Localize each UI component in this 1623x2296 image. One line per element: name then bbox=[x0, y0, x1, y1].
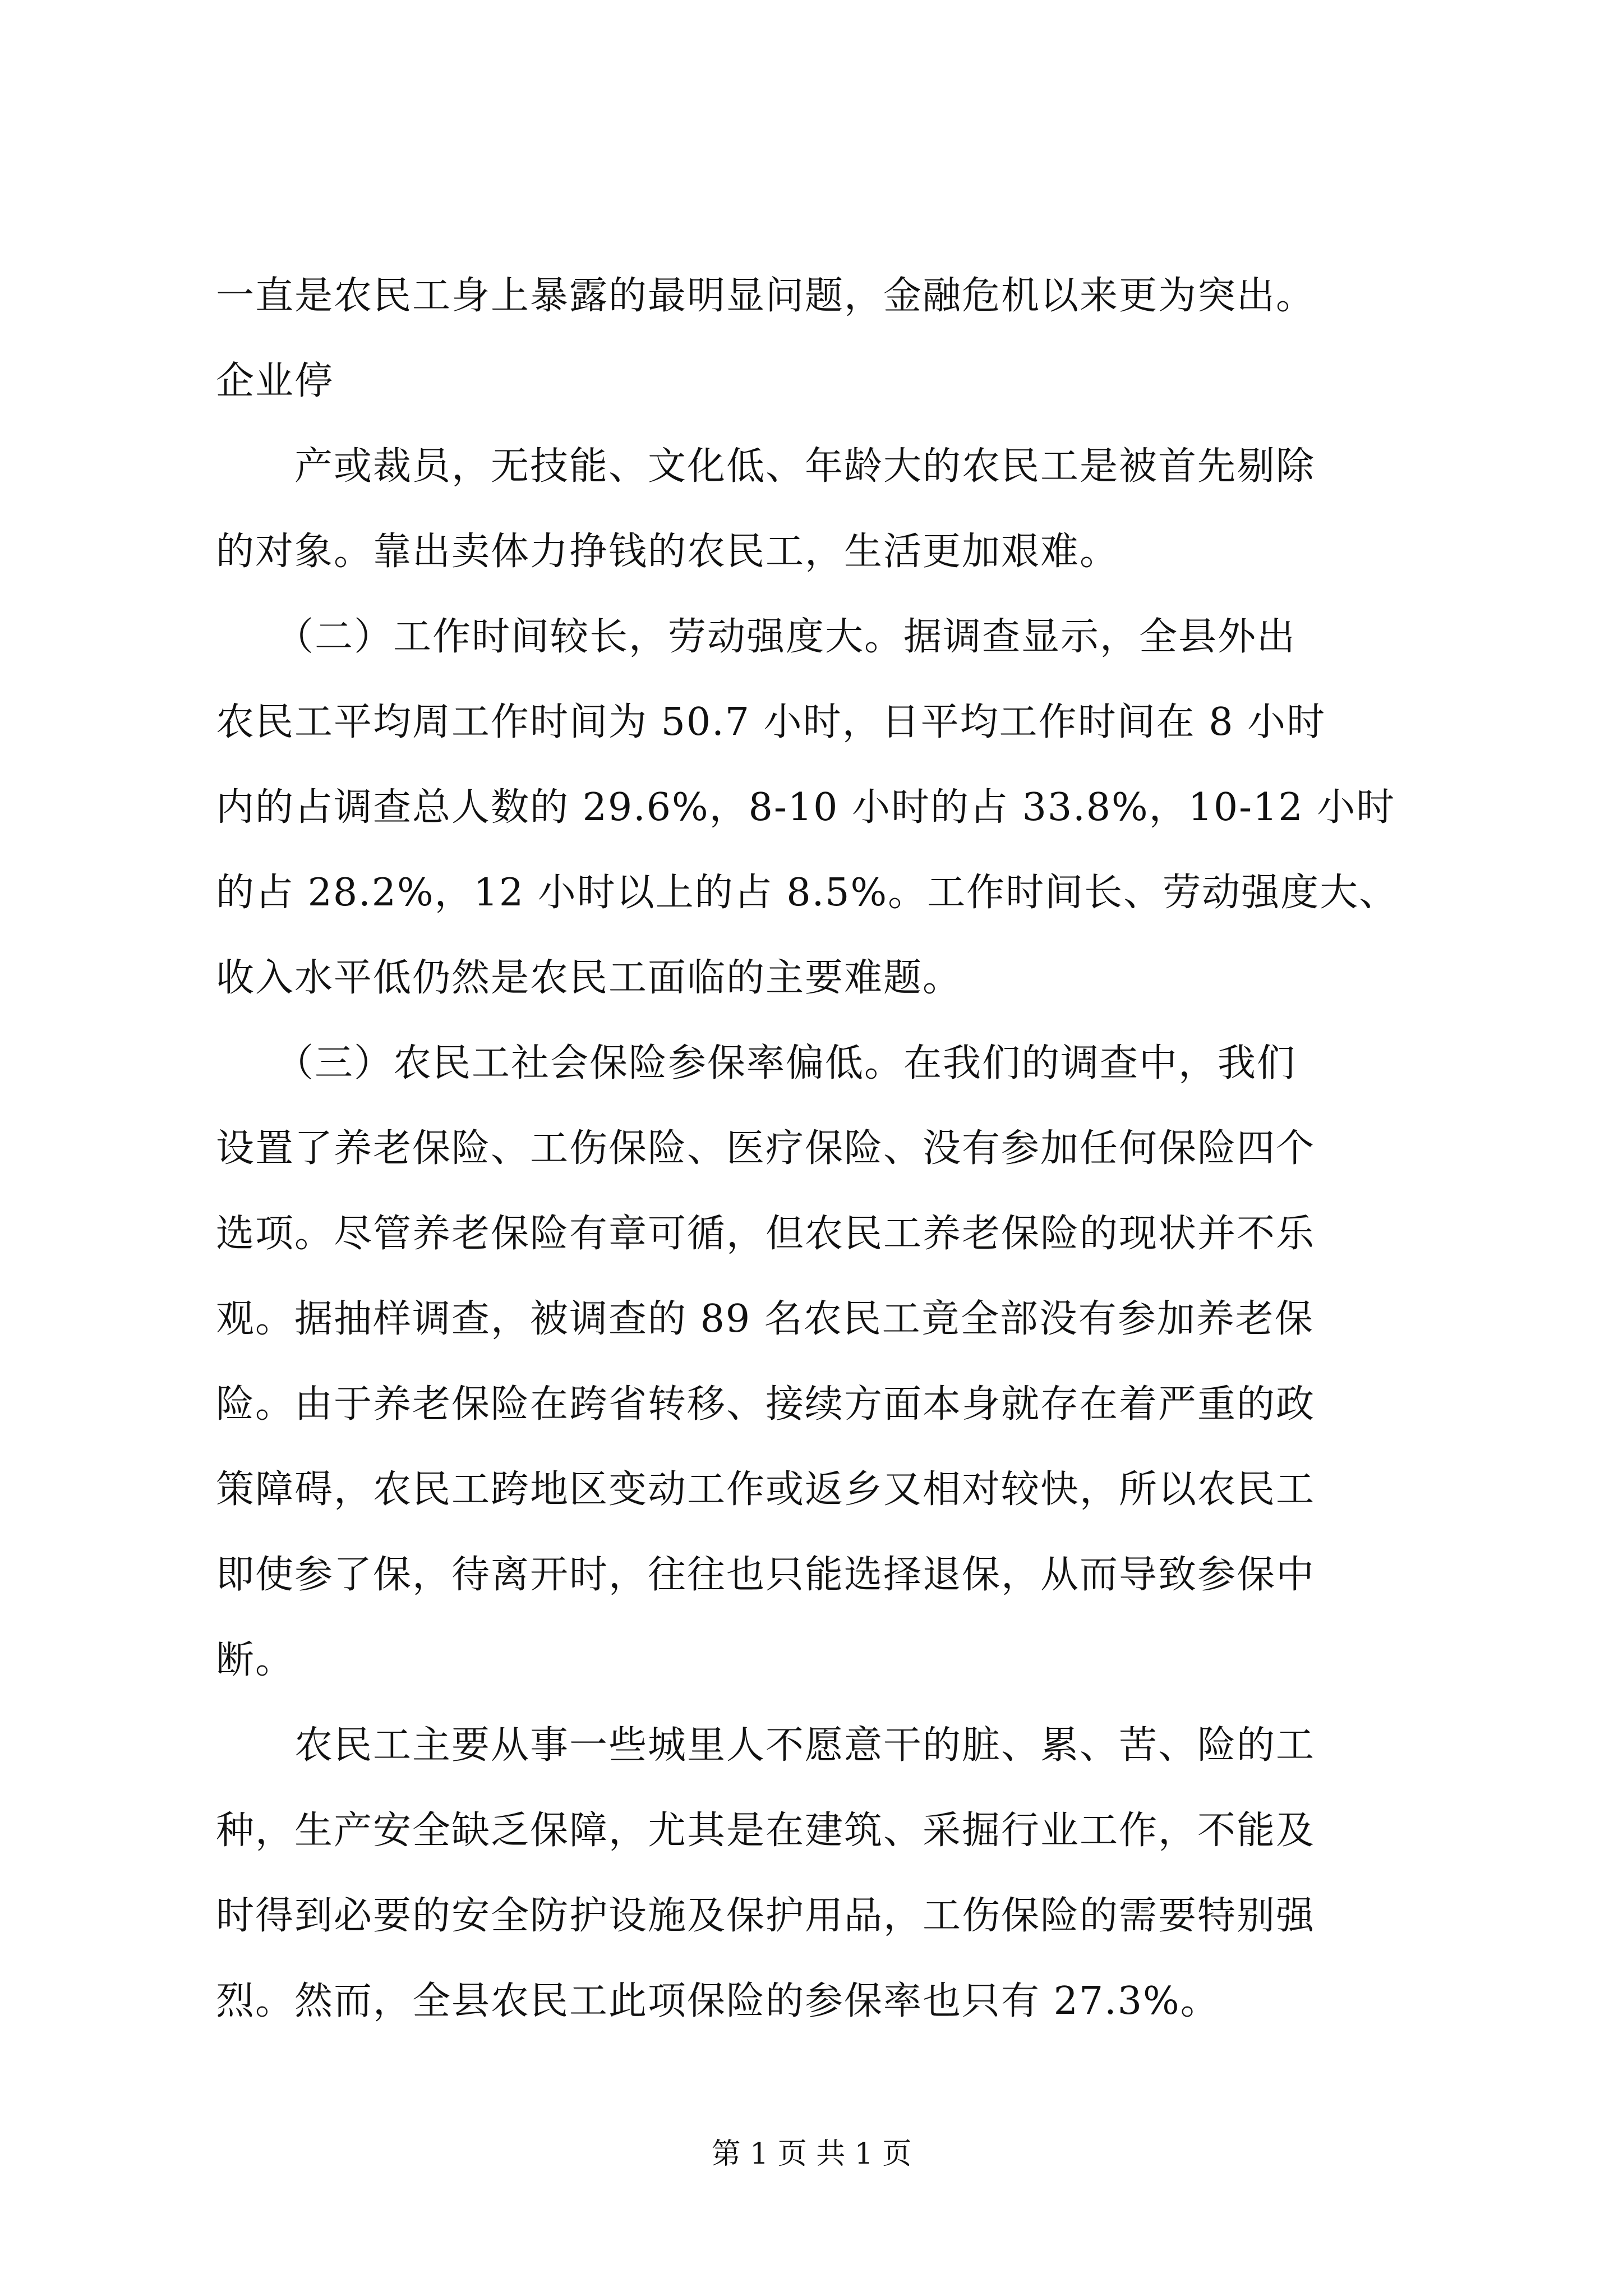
text-line: 险。由于养老保险在跨省转移、接续方面本身就存在着严重的政 bbox=[216, 1382, 1316, 1427]
text-line: （二）工作时间较长，劳动强度大。据调查显示，全县外出 bbox=[216, 615, 1297, 659]
text-line: 企业停 bbox=[216, 359, 334, 403]
text-line: 即使参了保，待离开时，往往也只能选择退保，从而导致参保中 bbox=[216, 1553, 1316, 1597]
text-line: 的占 28.2%，12 小时以上的占 8.5%。工作时间长、劳动强度大、 bbox=[216, 871, 1399, 915]
text-line: 断。 bbox=[216, 1638, 295, 1682]
text-line: 种，生产安全缺乏保障，尤其是在建筑、采掘行业工作，不能及 bbox=[216, 1809, 1316, 1853]
text-line: 产或裁员，无技能、文化低、年龄大的农民工是被首先剔除 bbox=[216, 444, 1316, 489]
text-line: 时得到必要的安全防护设施及保护用品，工伤保险的需要特别强 bbox=[216, 1894, 1316, 1938]
text-line: 内的占调查总人数的 29.6%，8-10 小时的占 33.8%，10-12 小时 bbox=[216, 785, 1396, 830]
text-line: 烈。然而，全县农民工此项保险的参保率也只有 27.3%。 bbox=[216, 1979, 1220, 2023]
page-footer: 第 1 页 共 1 页 bbox=[711, 2137, 912, 2171]
text-line: 观。据抽样调查，被调查的 89 名农民工竟全部没有参加养老保 bbox=[216, 1297, 1314, 1341]
text-line: 策障碍，农民工跨地区变动工作或返乡又相对较快，所以农民工 bbox=[216, 1467, 1316, 1512]
text-line: 收入水平低仍然是农民工面临的主要难题。 bbox=[216, 956, 962, 1000]
text-line: 的对象。靠出卖体力挣钱的农民工，生活更加艰难。 bbox=[216, 530, 1119, 574]
text-line: 一直是农民工身上暴露的最明显问题，金融危机以来更为突出。 bbox=[216, 274, 1316, 318]
text-line: （三）农民工社会保险参保率偏低。在我们的调查中，我们 bbox=[216, 1041, 1297, 1085]
body-text bbox=[216, 254, 1416, 2044]
text-line: 农民工主要从事一些城里人不愿意干的脏、累、苦、险的工 bbox=[216, 1723, 1316, 1768]
text-line: 设置了养老保险、工伤保险、医疗保险、没有参加任何保险四个 bbox=[216, 1126, 1316, 1171]
text-line: 农民工平均周工作时间为 50.7 小时，日平均工作时间在 8 小时 bbox=[216, 700, 1326, 744]
text-line: 选项。尽管养老保险有章可循，但农民工养老保险的现状并不乐 bbox=[216, 1212, 1316, 1256]
